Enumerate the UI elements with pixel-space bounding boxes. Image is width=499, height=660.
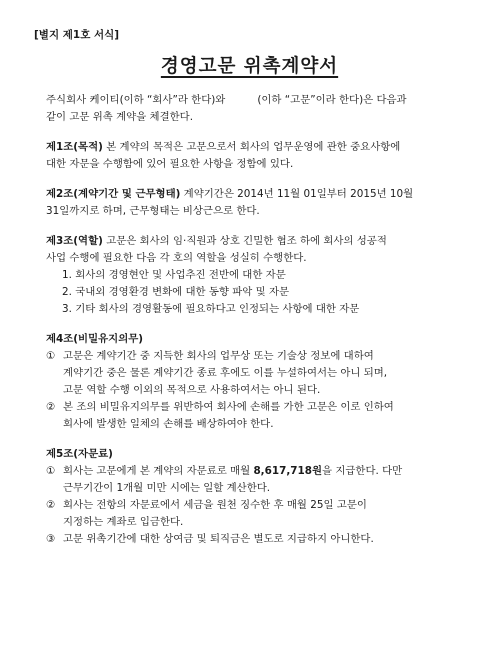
- document-title: [0, 52, 499, 78]
- article-3-text: 고문은 회사의 임·직원과 상호 긴밀한 협조 하에 회사의 성공적: [102, 235, 387, 247]
- form-number-label: [별지 제1호 서식]: [34, 29, 120, 41]
- item-line: 고문은 계약기간 중 지득한 회사의 업무상 또는 기술상 정보에 대하여: [63, 350, 374, 362]
- circled-number: ①: [46, 350, 56, 362]
- article-2: [46, 186, 481, 220]
- intro-company: 주식회사 케이티(이하 “회사”라 한다)와: [46, 94, 226, 106]
- circled-number: ②: [46, 401, 56, 413]
- title-text: 경영고문 위촉계약서: [160, 56, 339, 77]
- article-4-item-1: [46, 348, 481, 399]
- intro-line-2: 같이 고문 위촉 계약을 체결한다.: [46, 111, 193, 123]
- list-item: 1. 회사의 경영현안 및 사업추진 전반에 대한 자문: [62, 269, 286, 281]
- article-3-line-1: [46, 233, 481, 250]
- article-4-heading: 제4조(비밀유지의무): [46, 333, 144, 345]
- article-3: [46, 233, 481, 318]
- article-4: [46, 331, 481, 433]
- item-line: [63, 463, 481, 480]
- article-1-heading: 제1조(목적): [46, 141, 103, 153]
- article-3-heading: 제3조(역할): [46, 235, 103, 247]
- circled-number: ①: [46, 465, 56, 477]
- list-item: 3. 기타 회사의 경영활동에 필요하다고 인정되는 사항에 대한 자문: [62, 303, 360, 315]
- article-5-item-2: [46, 497, 481, 531]
- article-1-line-2: 대한 자문을 수행함에 있어 필요한 사항을 정함에 있다.: [46, 158, 294, 170]
- item-line: 회사에 발생한 일체의 손해를 배상하여야 한다.: [63, 418, 274, 430]
- item-line: 본 조의 비밀유지의무를 위반하여 회사에 손해를 가한 고문은 이로 인하여: [63, 401, 394, 413]
- item-line: 근무기간이 1개월 미만 시에는 일할 계산한다.: [63, 482, 271, 494]
- article-5-item-3: [46, 531, 481, 548]
- item-line: 계약기간 중은 물론 계약기간 종료 후에도 이를 누설하여서는 아니 되며,: [63, 367, 388, 379]
- article-5-heading: 제5조(자문료): [46, 448, 113, 460]
- article-2-text: 계약기간은 2014년 11월 01일부터 2015년 10월: [180, 188, 414, 200]
- circled-number: ②: [46, 499, 56, 511]
- article-1-text: 본 계약의 목적은 고문으로서 회사의 업무운영에 관한 중요사항에: [102, 141, 401, 153]
- fee-text: 회사는 고문에게 본 계약의 자문료로 매월: [63, 465, 254, 477]
- intro-advisor: (이하 “고문”이라 한다)은 다음과: [257, 94, 407, 106]
- article-4-item-2: [46, 399, 481, 433]
- fee-text-end: 을 지급한다. 다만: [322, 465, 403, 477]
- article-2-line-1: [46, 186, 481, 203]
- intro-line-1: [46, 92, 481, 109]
- intro-paragraph: [46, 92, 481, 126]
- article-5: [46, 446, 481, 548]
- article-1-line-1: [46, 139, 481, 156]
- list-item: 2. 국내외 경영환경 변화에 대한 동향 파악 및 자문: [62, 286, 290, 298]
- article-1: [46, 139, 481, 173]
- document-body: [46, 92, 481, 548]
- article-2-line-2: 31일까지로 하며, 근무형태는 비상근으로 한다.: [46, 205, 260, 217]
- item-line: 지정하는 계좌로 입금한다.: [63, 516, 184, 528]
- article-3-line-2: 사업 수행에 필요한 다음 각 호의 역할을 성실히 수행한다.: [46, 252, 307, 264]
- circled-number: ③: [46, 533, 56, 545]
- item-line: 회사는 전항의 자문료에서 세금을 원천 징수한 후 매월 25일 고문이: [63, 499, 367, 511]
- article-2-heading: 제2조(계약기간 및 근무형태): [46, 188, 181, 200]
- item-line: 고문 위촉기간에 대한 상여금 및 퇴직금은 별도로 지급하지 아니한다.: [63, 533, 374, 545]
- article-5-item-1: [46, 463, 481, 497]
- fee-amount: 8,617,718원: [253, 465, 322, 477]
- item-line: 고문 역할 수행 이외의 목적으로 사용하여서는 아니 된다.: [63, 384, 321, 396]
- article-3-list: [46, 267, 481, 318]
